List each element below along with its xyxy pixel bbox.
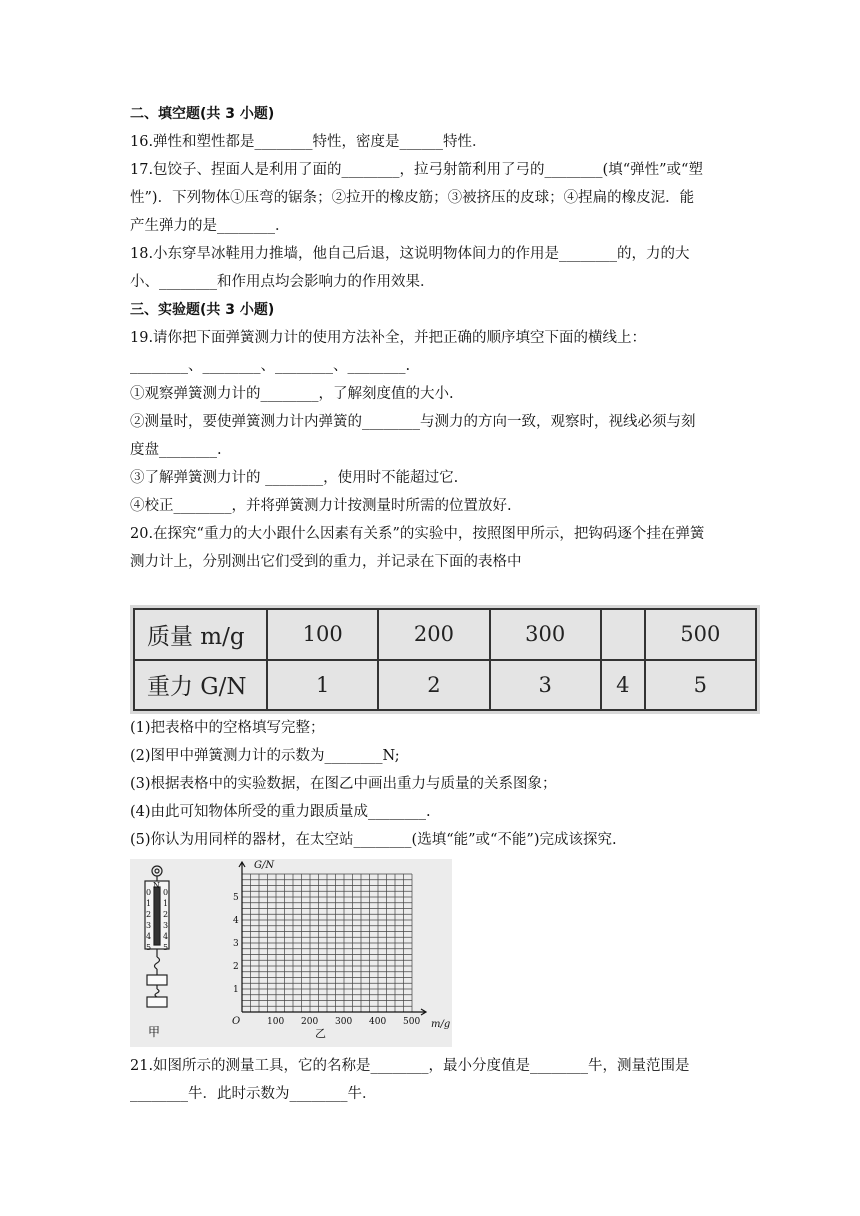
question-19-step-2b: 度盘________. bbox=[130, 442, 222, 458]
question-20-line-1: 20.在探究“重力的大小跟什么因素有关系”的实验中，按照图甲所示，把钩码逐个挂在弹簧 bbox=[130, 526, 705, 542]
scale-right-number: 5 bbox=[163, 943, 169, 952]
scale-right-number: 1 bbox=[163, 899, 169, 908]
question-20-part-1: (1)把表格中的空格填写完整； bbox=[130, 720, 325, 736]
table-cell: 500 bbox=[645, 609, 756, 660]
figure-drawing bbox=[130, 859, 452, 1047]
table-cell: 1 bbox=[267, 660, 378, 711]
figure-spring-scale-and-graph bbox=[130, 859, 452, 1047]
table-cell: 200 bbox=[378, 609, 489, 660]
question-20-line-2: 测力计上，分别测出它们受到的重力，并记录在下面的表格中 bbox=[130, 554, 522, 570]
table-cell: 5 bbox=[645, 660, 756, 711]
table-row bbox=[134, 660, 756, 711]
question-16: 16.弹性和塑性都是________特性，密度是______特性． bbox=[130, 134, 487, 150]
question-19-line-2: ________、________、________、________. bbox=[130, 358, 411, 374]
graph-x-tick-label: 300 bbox=[335, 1017, 353, 1027]
scale-left-number: 3 bbox=[146, 921, 152, 930]
question-17-line-3: 产生弹力的是________． bbox=[130, 218, 290, 234]
question-17-line-1: 17.包饺子、捏面人是利用了面的________，拉弓射箭利用了弓的________(填“弹性”或“塑 bbox=[130, 162, 703, 178]
table-cell: 3 bbox=[490, 660, 601, 711]
figure-label-yi: 乙 bbox=[315, 1027, 326, 1040]
question-18-line-2: 小、________和作用点均会影响力的作用效果． bbox=[130, 274, 435, 290]
question-20-part-2: (2)图甲中弹簧测力计的示数为________N; bbox=[130, 748, 400, 764]
scale-right-number: 3 bbox=[163, 921, 169, 930]
question-20-part-3: (3)根据表格中的实验数据，在图乙中画出重力与质量的关系图象； bbox=[130, 776, 557, 792]
graph-x-axis-label: m/g bbox=[431, 1019, 451, 1030]
question-20-part-5: (5)你认为用同样的器材，在太空站________(选填“能”或“不能”)完成该探究. bbox=[130, 832, 617, 848]
scale-top-label: N bbox=[153, 881, 160, 890]
scale-left-number: 0 bbox=[146, 888, 152, 897]
graph-y-axis-label: G/N bbox=[254, 860, 275, 871]
question-20-subparts bbox=[130, 714, 740, 854]
graph-axes bbox=[239, 862, 426, 1015]
table-cell: 4 bbox=[601, 660, 645, 711]
question-19-step-4: ④校正________，并将弹簧测力计按测量时所需的位置放好. bbox=[130, 498, 512, 514]
scale-left-number: 5 bbox=[146, 943, 152, 952]
table-cell: 100 bbox=[267, 609, 378, 660]
mass-weight-table bbox=[133, 608, 757, 711]
table-row-head: 重力 G/N bbox=[134, 660, 267, 711]
scale-right-number: 4 bbox=[163, 932, 169, 941]
question-19-step-1: ①观察弹簧测力计的________，了解刻度值的大小. bbox=[130, 386, 454, 402]
section-2-heading: 二、填空题(共 3 小题) bbox=[130, 106, 275, 122]
table-cell: 300 bbox=[490, 609, 601, 660]
graph-x-tick-label: 100 bbox=[267, 1017, 285, 1027]
question-21 bbox=[130, 1052, 740, 1108]
question-18-line-1: 18.小东穿旱冰鞋用力推墙，他自己后退，这说明物体间力的作用是________的，力的大 bbox=[130, 246, 690, 262]
graph-y-tick-label: 1 bbox=[233, 985, 239, 995]
scale-left-number: 2 bbox=[146, 910, 152, 919]
graph-y-tick-label: 4 bbox=[233, 916, 239, 926]
question-19-step-3: ③了解弹簧测力计的 ________，使用时不能超过它. bbox=[130, 470, 459, 486]
graph-grid bbox=[239, 862, 426, 1015]
graph-x-tick-label: 500 bbox=[403, 1017, 421, 1027]
question-19-line-1: 19.请你把下面弹簧测力计的使用方法补全，并把正确的顺序填空下面的横线上： bbox=[130, 330, 647, 346]
question-20-part-4: (4)由此可知物体所受的重力跟质量成________. bbox=[130, 804, 431, 820]
table-cell: 2 bbox=[378, 660, 489, 711]
graph-y-tick-label: 2 bbox=[233, 962, 239, 972]
scale-left-number: 4 bbox=[146, 932, 152, 941]
graph-x-tick-label: 200 bbox=[301, 1017, 319, 1027]
figure-label-jia: 甲 bbox=[148, 1025, 161, 1039]
table-row-head: 质量 m/g bbox=[134, 609, 267, 660]
data-table-image bbox=[130, 605, 760, 714]
scale-left-number: 1 bbox=[146, 899, 152, 908]
graph-y-tick-label: 5 bbox=[233, 893, 239, 903]
scale-right-number: 2 bbox=[163, 910, 169, 919]
question-21-line-2: ________牛．此时示数为________牛． bbox=[130, 1086, 377, 1102]
section-3-heading: 三、实验题(共 3 小题) bbox=[130, 302, 275, 318]
table-row bbox=[134, 609, 756, 660]
question-19-step-2a: ②测量时，要使弹簧测力计内弹簧的________与测力的方向一致，观察时，视线必须与刻 bbox=[130, 414, 696, 430]
graph-x-tick-label: 400 bbox=[369, 1017, 387, 1027]
exam-page bbox=[130, 100, 740, 576]
scale-right-number: 0 bbox=[163, 888, 169, 897]
question-17-line-2: 性”)．下列物体①压弯的锯条；②拉开的橡皮筋；③被挤压的皮球；④捏扁的橡皮泥．能 bbox=[130, 190, 695, 206]
graph-origin-label: O bbox=[232, 1016, 241, 1027]
question-21-line-1: 21.如图所示的测量工具，它的名称是________，最小分度值是________牛，测量范围是 bbox=[130, 1058, 690, 1074]
graph-y-tick-label: 3 bbox=[233, 939, 239, 949]
table-cell-blank bbox=[601, 609, 645, 660]
